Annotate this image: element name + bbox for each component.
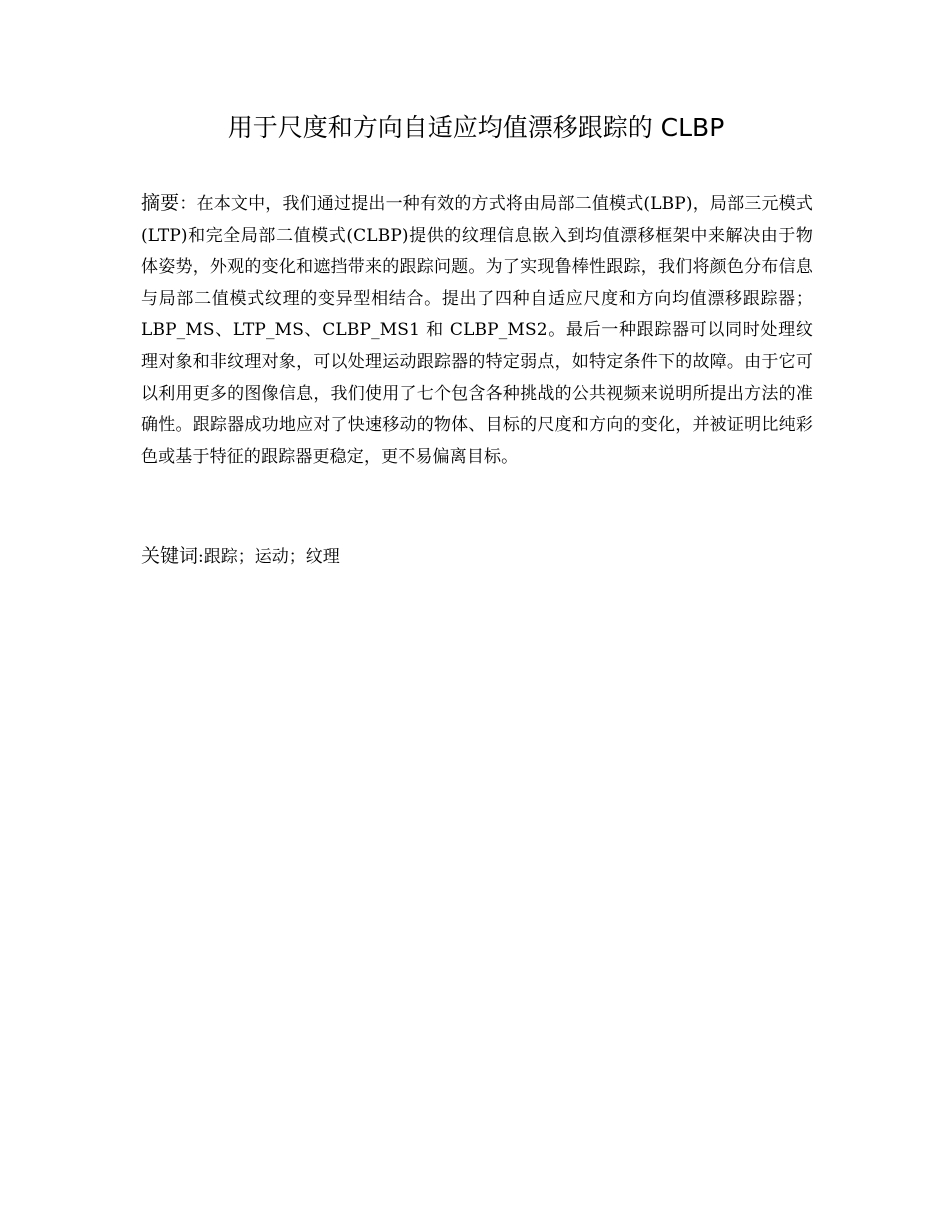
keywords-label: 关键词 — [141, 545, 199, 567]
abstract-separator: ： — [179, 194, 197, 214]
abstract-section — [141, 188, 813, 473]
abstract-label: 摘要 — [141, 192, 180, 214]
keywords-separator: : — [198, 547, 204, 567]
abstract-text: 在本文中，我们通过提出一种有效的方式将由局部二值模式(LBP)，局部三元模式(LTP)和完全局部二值模式(CLBP)提供的纹理信息嵌入到均值漂移框架中来解决由于物体姿势，外观的变化和遮挡带来的跟踪问题。为了实现鲁棒性跟踪，我们将颜色分布信息与局部二值模式纹理的变异型相结合。提出了四种自适应尺度和方向均值漂移跟踪器；LBP_MS、LTP_MS、CLBP_MS1 和 CLBP_MS2。最后一种跟踪器可以同时处理纹理对象和非纹理对象，可以处理运动跟踪器的特定弱点，如特定条件下的故障。由于它可以利用更多的图像信息，我们使用了七个包含各种挑战的公共视频来说明所提出方法的准确性。跟踪器成功地应对了快速移动的物体、目标的尺度和方向的变化，并被证明比纯彩色或基于特征的跟踪器更稳定，更不易偏离目标。 — [141, 194, 813, 467]
paper-title: 用于尺度和方向自适应均值漂移跟踪的 CLBP — [227, 113, 725, 142]
keywords-section — [141, 541, 813, 573]
keywords-text: 跟踪；运动；纹理 — [203, 547, 340, 567]
